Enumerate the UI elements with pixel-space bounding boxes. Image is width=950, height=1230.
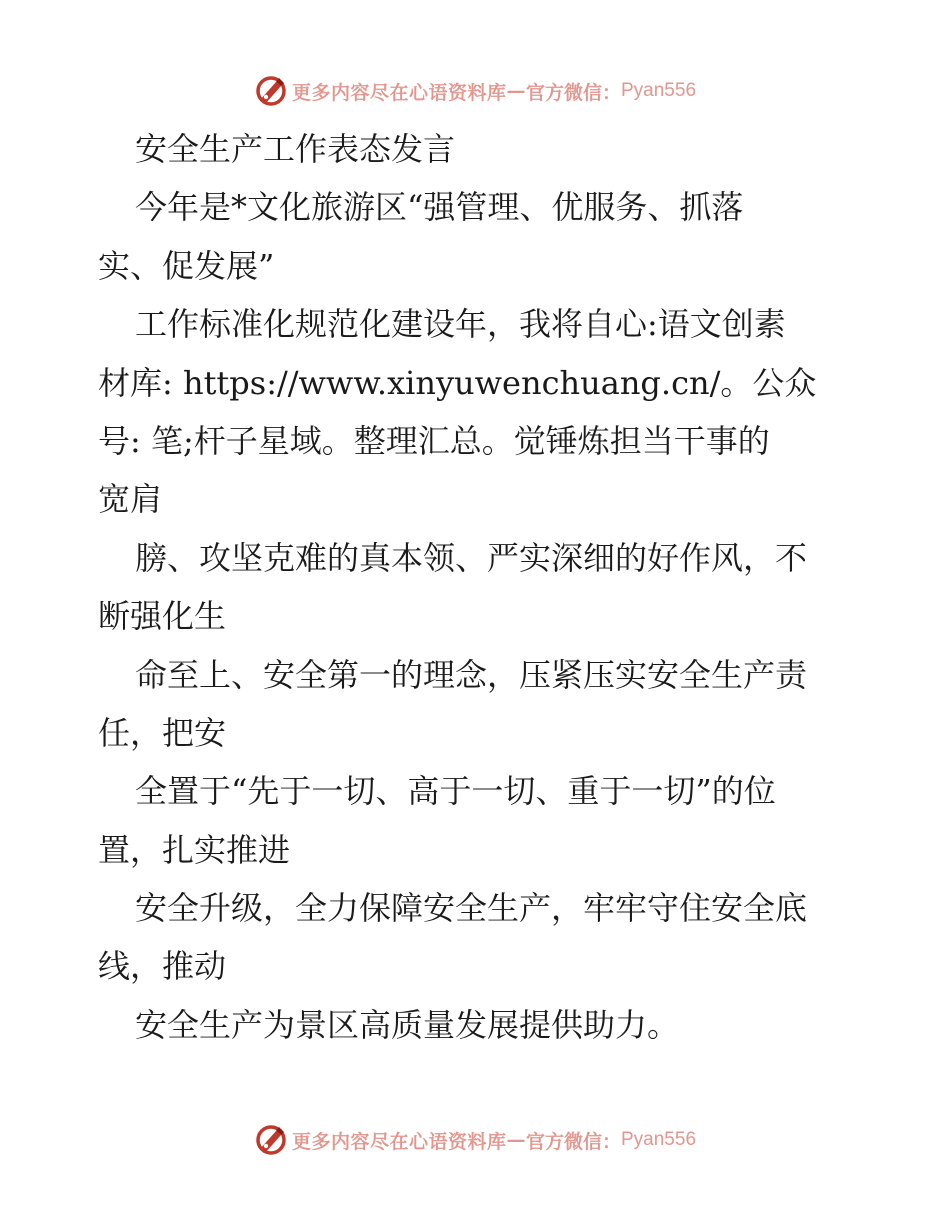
pen-logo-icon (254, 74, 288, 108)
footer-wechat-label: 官方微信： (525, 1130, 621, 1153)
document-line: 安全生产为景区高质量发展提供助力。 (135, 1005, 680, 1044)
document-line: 任，把安 (98, 713, 227, 752)
header-banner-text: 更多内容尽在心语资料库 (291, 81, 507, 104)
header-banner (0, 71, 950, 111)
header-banner-separator: — (506, 80, 526, 102)
document-line: 命至上、安全第一的理念，压紧压实安全生产责 (135, 655, 808, 694)
document-line: 实、促发展” (98, 246, 275, 285)
document-line: 工作标准化规范化建设年，我将自心:语文创素 (135, 305, 786, 344)
document-body (98, 120, 858, 1054)
document-line: 全置于“先于一切、高于一切、重于一切”的位 (135, 772, 776, 811)
document-line: 置，扎实推进 (98, 830, 291, 869)
document-line: 断强化生 (98, 597, 227, 636)
footer-wechat-id: Pyan556 (621, 1129, 697, 1150)
document-line: 膀、攻坚克难的真本领、严实深细的好作风，不 (135, 538, 808, 577)
footer-banner (0, 1120, 950, 1160)
footer-banner-separator: — (506, 1129, 526, 1151)
document-line: 今年是*文化旅游区“强管理、优服务、抓落 (135, 188, 744, 227)
document-line: 材库: https://www.xinyuwenchuang.cn/。公众 (98, 363, 817, 402)
document-line: 宽肩 (98, 480, 163, 519)
pen-logo-icon (254, 1123, 288, 1157)
document-line: 号: 笔;杆子星域。整理汇总。觉锤炼担当干事的 (98, 421, 770, 460)
header-wechat-id: Pyan556 (621, 80, 697, 101)
header-wechat-label: 官方微信： (525, 81, 621, 104)
document-line: 安全升级，全力保障安全生产，牢牢守住安全底 (135, 889, 808, 928)
document-line: 线，推动 (98, 947, 227, 986)
document-line: 安全生产工作表态发言 (135, 130, 456, 168)
footer-banner-text: 更多内容尽在心语资料库 (291, 1130, 507, 1153)
